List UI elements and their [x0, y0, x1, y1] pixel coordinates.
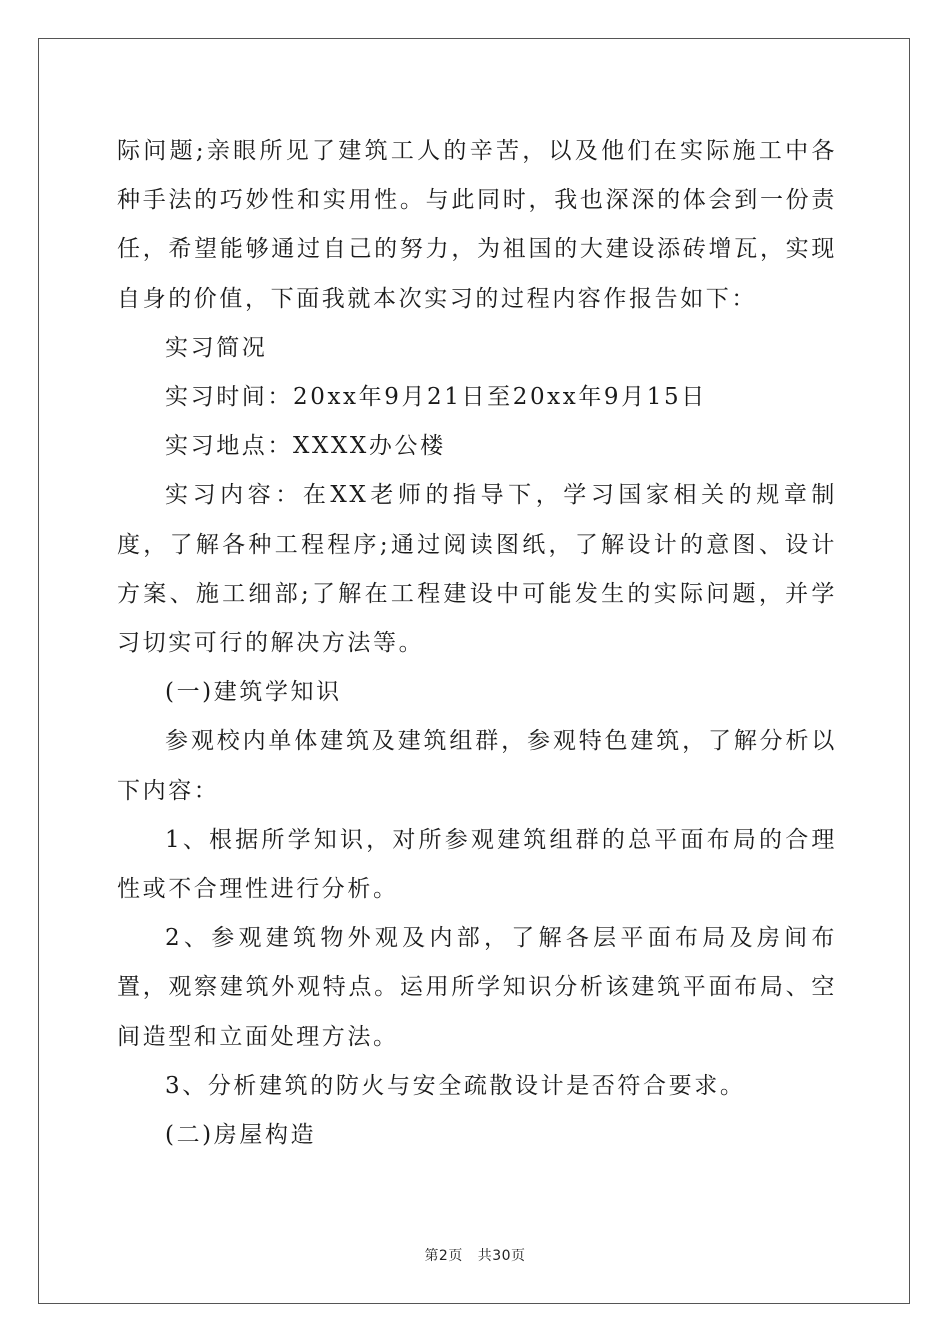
page-footer: [0, 1245, 950, 1265]
paragraph-visit: 参观校内单体建筑及建筑组群，参观特色建筑，了解分析以下内容：: [117, 728, 837, 804]
paragraph-1: 际问题;亲眼所见了建筑工人的辛苦，以及他们在实际施工中各种手法的巧妙性和实用性。与此同时，我也深深的体会到一份责任，希望能够通过自己的努力，为祖国的大建设添砖增瓦，实现自身的价值，下面我就本次实习的过程内容作报告如下：: [117, 138, 837, 312]
section-heading-architecture: (一)建筑学知识: [165, 679, 342, 706]
section-heading-construction: (二)房屋构造: [165, 1122, 317, 1149]
list-item-3: 3、分析建筑的防火与安全疏散设计是否符合要求。: [165, 1072, 746, 1099]
page-number: 第2页: [424, 1248, 463, 1264]
document-body: [117, 127, 837, 1160]
page-total: 共30页: [477, 1248, 526, 1264]
internship-location: 实习地点：XXXX办公楼: [165, 433, 446, 460]
list-item-2: 2、参观建筑物外观及内部，了解各层平面布局及房间布置，观察建筑外观特点。运用所学知识分析该建筑平面布局、空间造型和立面处理方法。: [117, 925, 837, 1050]
section-heading-internship-overview: 实习简况: [165, 334, 268, 361]
internship-time: 实习时间：20xx年9月21日至20xx年9月15日: [165, 384, 707, 411]
list-item-1: 1、根据所学知识，对所参观建筑组群的总平面布局的合理性或不合理性进行分析。: [117, 826, 837, 903]
internship-content: 实习内容：在XX老师的指导下，学习国家相关的规章制度，了解各种工程程序;通过阅读图纸，了解设计的意图、设计方案、施工细部;了解在工程建设中可能发生的实际问题，并学习切实可行的解决方法等。: [117, 482, 837, 657]
